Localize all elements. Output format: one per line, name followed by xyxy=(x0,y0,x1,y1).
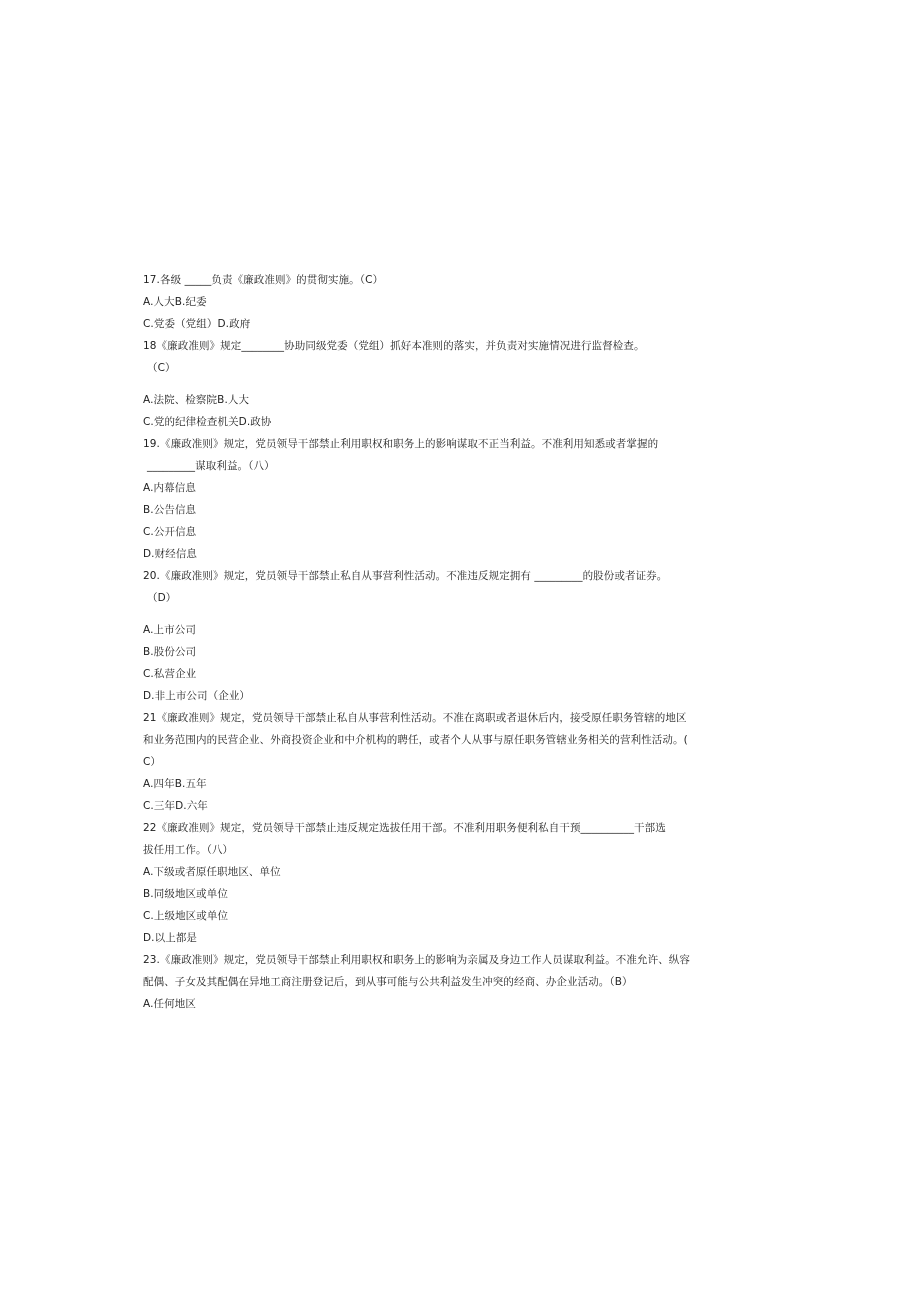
question-18-options-cd: C.党的纪律检查机关D.政协 xyxy=(143,416,272,428)
question-21-options-ab: A.四年B.五年 xyxy=(143,778,207,790)
question-18: 18《廉政准则》规定________协助同级党委（党组）抓好本准则的落实，并负责对实施情况进行监督检查。 xyxy=(143,340,645,352)
question-19-option-c: C.公开信息 xyxy=(143,526,197,538)
question-21-options-cd: C.三年D.六年 xyxy=(143,800,208,812)
question-21: 21《廉政准则》规定，党员领导干部禁止私自从事营利性活动。不准在离职或者退休后内，接受原任职务管辖的地区 xyxy=(143,712,687,724)
question-20-option-d: D.非上市公司（企业） xyxy=(143,690,251,702)
question-17-options-cd: C.党委（党组）D.政府 xyxy=(143,318,251,330)
question-21-continued: 和业务范围内的民营企业、外商投资企业和中介机构的聘任，或者个人从事与原任职务管辖业务相关的营利性活动。( xyxy=(143,734,688,746)
question-20-answer: （D） xyxy=(147,592,177,604)
question-23-continued: 配偶、子女及其配偶在异地工商注册登记后，到从事可能与公共利益发生冲突的经商、办企业活动。（B） xyxy=(143,976,633,988)
question-22-continued: 拔任用工作。（八） xyxy=(143,844,234,856)
question-18-answer: （C） xyxy=(147,362,176,374)
question-21-answer: C） xyxy=(143,756,162,768)
question-20-option-a: A.上市公司 xyxy=(143,624,196,636)
question-22-option-a: A.下级或者原任职地区、单位 xyxy=(143,866,281,878)
question-23: 23.《廉政准则》规定，党员领导干部禁止利用职权和职务上的影响为亲属及身边工作人员谋取利益。不准允许、纵容 xyxy=(143,954,690,966)
question-17: 17.各级 _____负责《廉政准则》的贯彻实施。（C） xyxy=(143,274,384,286)
question-19: 19.《廉政准则》规定，党员领导干部禁止利用职权和职务上的影响谋取不正当利益。不准利用知悉或者掌握的 xyxy=(143,438,659,450)
question-22: 22《廉政准则》规定，党员领导干部禁止违反规定选拔任用干部。不准利用职务便利私自干预__________干部选 xyxy=(143,822,666,834)
question-20-option-c: C.私营企业 xyxy=(143,668,197,680)
question-23-option-a: A.任何地区 xyxy=(143,998,196,1010)
question-22-option-d: D.以上都是 xyxy=(143,932,198,944)
question-22-option-c: C.上级地区或单位 xyxy=(143,910,229,922)
question-19-option-b: B.公告信息 xyxy=(143,504,197,516)
question-19-option-d: D.财经信息 xyxy=(143,548,198,560)
question-19-option-a: A.内幕信息 xyxy=(143,482,196,494)
question-18-options-ab: A.法院、检察院B.人大 xyxy=(143,394,250,406)
question-20-option-b: B.股份公司 xyxy=(143,646,197,658)
question-19-continued: _________谋取利益。（八） xyxy=(147,460,275,472)
question-20: 20.《廉政准则》规定，党员领导干部禁止私自从事营利性活动。不准违反规定拥有 _________的股份或者证券。 xyxy=(143,570,668,582)
question-22-option-b: B.同级地区或单位 xyxy=(143,888,228,900)
question-17-options-ab: A.人大B.纪委 xyxy=(143,296,207,308)
